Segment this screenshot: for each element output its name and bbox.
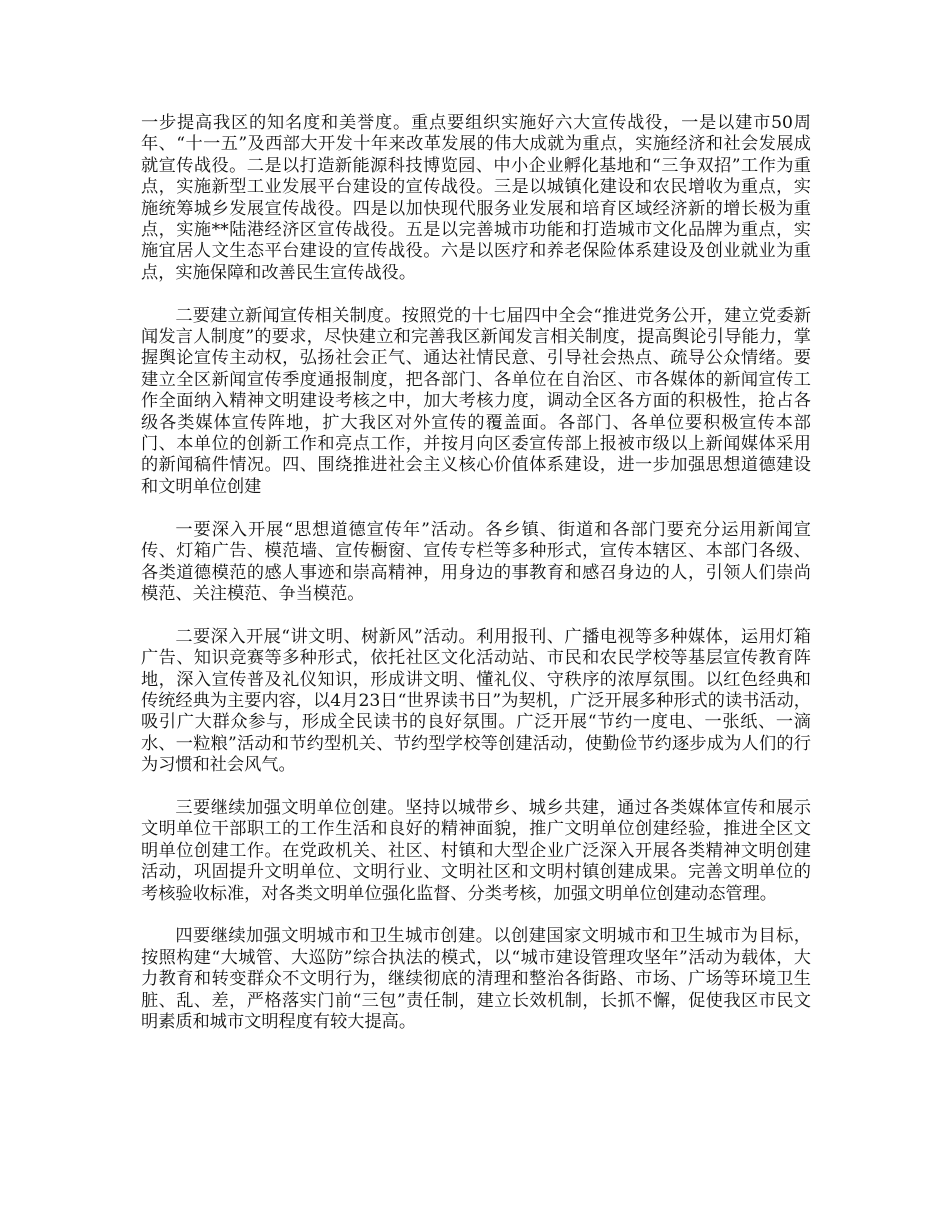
document-body bbox=[141, 113, 811, 1055]
paragraph-3: 一要深入开展“思想道德宣传年”活动。各乡镇、街道和各部门要充分运用新闻宣传、灯箱广告、模范墙、宣传橱窗、宣传专栏等多种形式，宣传本辖区、本部门各级、各类道德模范的感人事迹和崇高精神，用身边的事教育和感召身边的人，引领人们崇尚模范、关注模范、争当模范。 bbox=[141, 519, 811, 604]
paragraph-4: 二要深入开展“讲文明、树新风”活动。利用报刊、广播电视等多种媒体，运用灯箱广告、知识竞赛等多种形式，依托社区文化活动站、市民和农民学校等基层宣传教育阵地，深入宣传普及礼仪知识，形成讲文明、懂礼仪、守秩序的浓厚氛围。以红色经典和传统经典为主要内容，以4月23日“世界读书日”为契机，广泛开展多种形式的读书活动，吸引广大群众参与，形成全民读书的良好氛围。广泛开展“节约一度电、一张纸、一滴水、一粒粮”活动和节约型机关、节约型学校等创建活动，使勤俭节约逐步成为人们的行为习惯和社会风气。 bbox=[141, 626, 811, 776]
paragraph-6: 四要继续加强文明城市和卫生城市创建。以创建国家文明城市和卫生城市为目标，按照构建“大城管、大巡防”综合执法的模式，以“城市建设管理攻坚年”活动为载体，大力教育和转变群众不文明行为，继续彻底的清理和整治各街路、市场、广场等环境卫生脏、乱、差，严格落实门前“三包”责任制，建立长效机制，长抓不懈，促使我区市民文明素质和城市文明程度有较大提高。 bbox=[141, 926, 811, 1032]
paragraph-1: 一步提高我区的知名度和美誉度。重点要组织实施好六大宣传战役，一是以建市50周年、“十一五”及西部大开发十年来改革发展的伟大成就为重点，实施经济和社会发展成就宣传战役。二是以打造新能源科技博览园、中小企业孵化基地和“三争双招”工作为重点，实施新型工业发展平台建设的宣传战役。三是以城镇化建设和农民增收为重点，实施统筹城乡发展宣传战役。四是以加快现代服务业发展和培育区域经济新的增长极为重点，实施**陆港经济区宣传战役。五是以完善城市功能和打造城市文化品牌为重点，实施宜居人文生态平台建设的宣传战役。六是以医疗和养老保险体系建设及创业就业为重点，实施保障和改善民生宣传战役。 bbox=[141, 113, 811, 283]
paragraph-2: 二要建立新闻宣传相关制度。按照党的十七届四中全会“推进党务公开，建立党委新闻发言人制度”的要求，尽快建立和完善我区新闻发言相关制度，提高舆论引导能力，掌握舆论宣传主动权，弘扬社会正气、通达社情民意、引导社会热点、疏导公众情绪。要建立全区新闻宣传季度通报制度，把各部门、各单位在自治区、市各媒体的新闻宣传工作全面纳入精神文明建设考核之中，加大考核力度，调动全区各方面的积极性，抢占各级各类媒体宣传阵地，扩大我区对外宣传的覆盖面。各部门、各单位要积极宣传本部门、本单位的创新工作和亮点工作，并按月向区委宣传部上报被市级以上新闻媒体采用的新闻稿件情况。四、围绕推进社会主义核心价值体系建设，进一步加强思想道德建设和文明单位创建 bbox=[141, 305, 811, 497]
paragraph-5: 三要继续加强文明单位创建。坚持以城带乡、城乡共建，通过各类媒体宣传和展示文明单位干部职工的工作生活和良好的精神面貌，推广文明单位创建经验，推进全区文明单位创建工作。在党政机关、社区、村镇和大型企业广泛深入开展各类精神文明创建活动，巩固提升文明单位、文明行业、文明社区和文明村镇创建成果。完善文明单位的考核验收标准，对各类文明单位强化监督、分类考核，加强文明单位创建动态管理。 bbox=[141, 797, 811, 904]
